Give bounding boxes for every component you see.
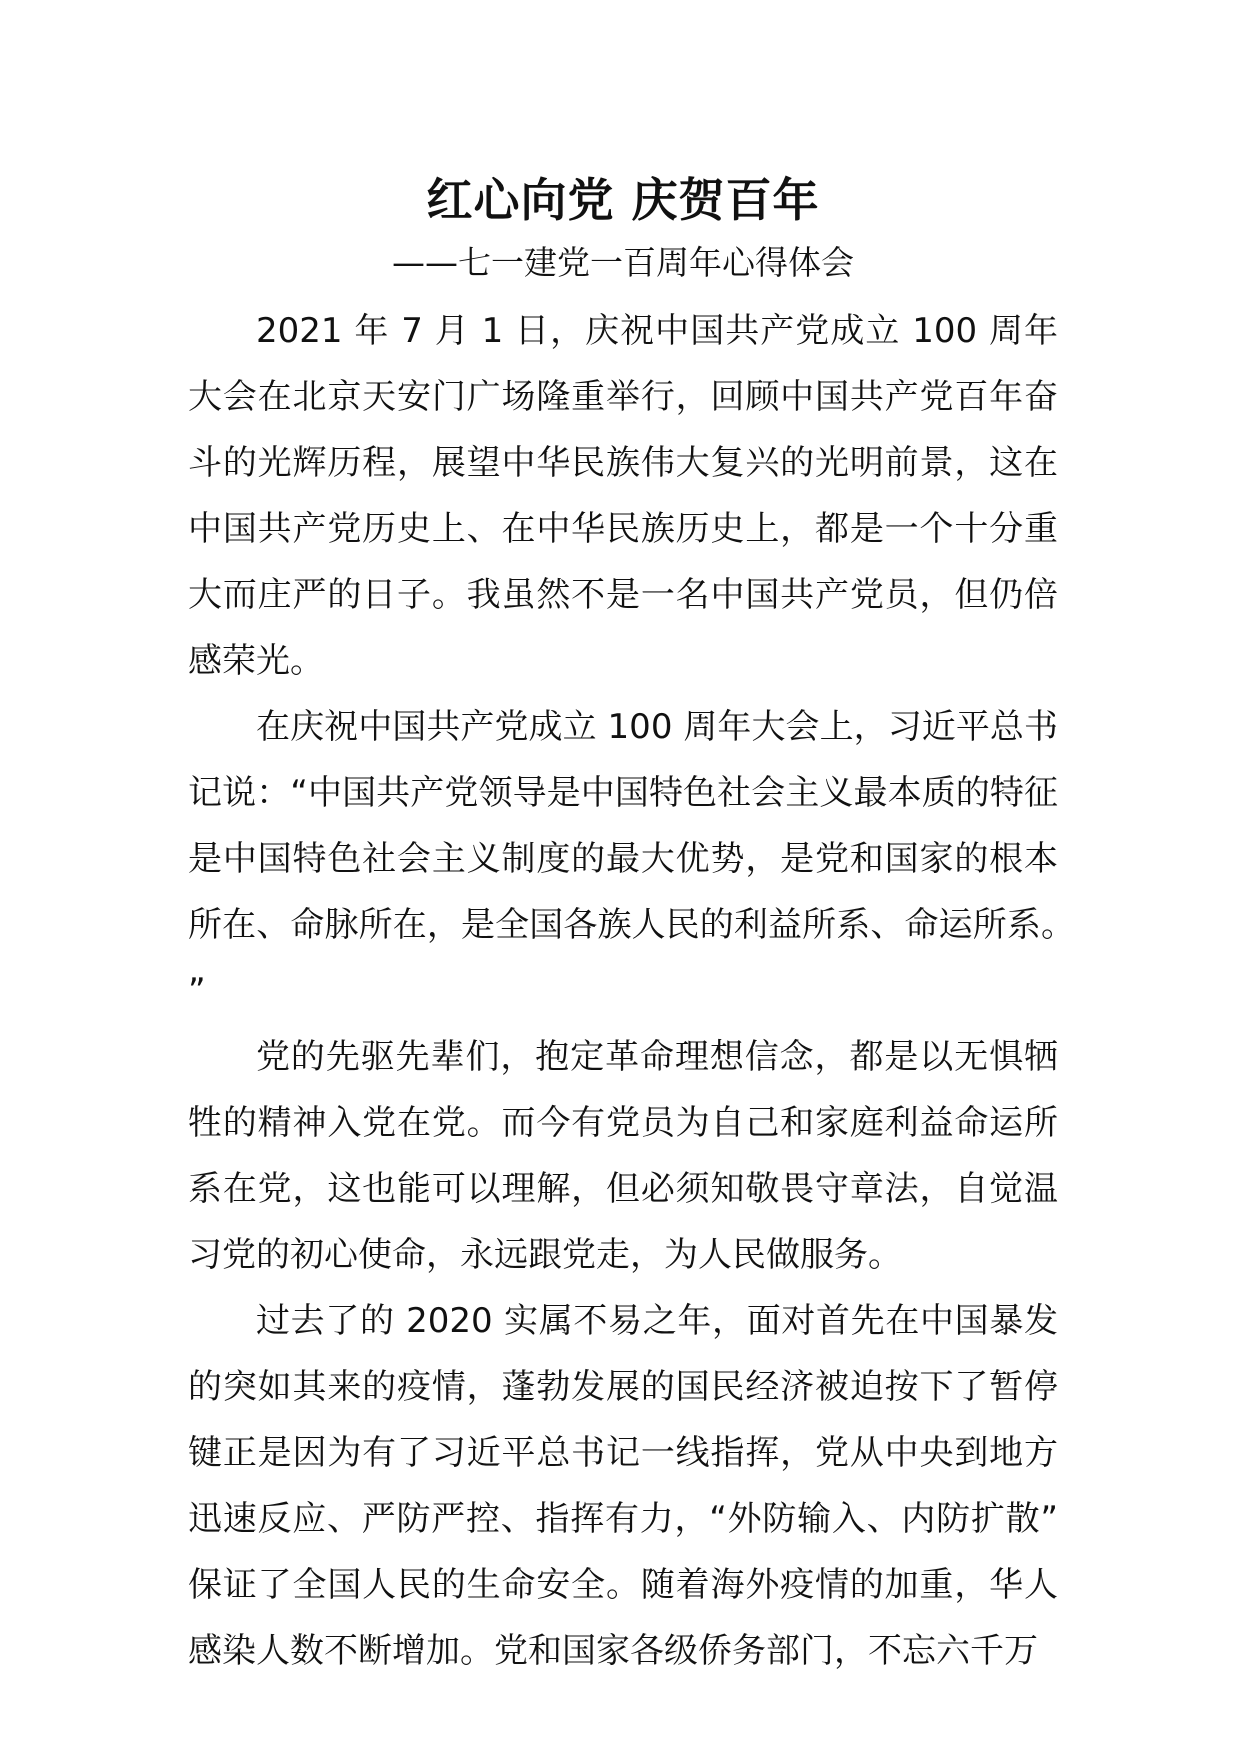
paragraph-2: 在庆祝中国共产党成立 100 周年大会上，习近平总书记说：“中国共产党领导是中国特色社会主义最本质的特征是中国特色社会主义制度的最大优势，是党和国家的根本所在、命脉所在，是全国各族人民的利益所系、命运所系。”	[188, 707, 1058, 1011]
paragraph-4: 过去了的 2020 实属不易之年，面对首先在中国暴发的突如其来的疫情，蓬勃发展的国民经济被迫按下了暂停键正是因为有了习近平总书记一线指挥，党从中央到地方迅速反应、严防严控、指挥有力，“外防输入、内防扩散”保证了全国人民的生命安全。随着海外疫情的加重，华人感染人数不断增加。党和国家各级侨务部门，不忘六千万	[188, 1301, 1058, 1671]
document-title: 红心向党 庆贺百年	[426, 173, 820, 227]
document-page	[188, 160, 1058, 1684]
document-subtitle: ——七一建党一百周年心得体会	[392, 243, 854, 282]
paragraph-3: 党的先驱先辈们，抱定革命理想信念，都是以无惧牺牲的精神入党在党。而今有党员为自己和家庭利益命运所系在党，这也能可以理解，但必须知敬畏守章法，自觉温习党的初心使命，永远跟党走，为人民做服务。	[188, 1037, 1058, 1275]
document-body	[188, 298, 1058, 1684]
paragraph-1: 2021 年 7 月 1 日，庆祝中国共产党成立 100 周年大会在北京天安门广场隆重举行，回顾中国共产党百年奋斗的光辉历程，展望中华民族伟大复兴的光明前景，这在中国共产党历史上、在中华民族历史上，都是一个十分重大而庄严的日子。我虽然不是一名中国共产党员，但仍倍感荣光。	[188, 311, 1058, 681]
